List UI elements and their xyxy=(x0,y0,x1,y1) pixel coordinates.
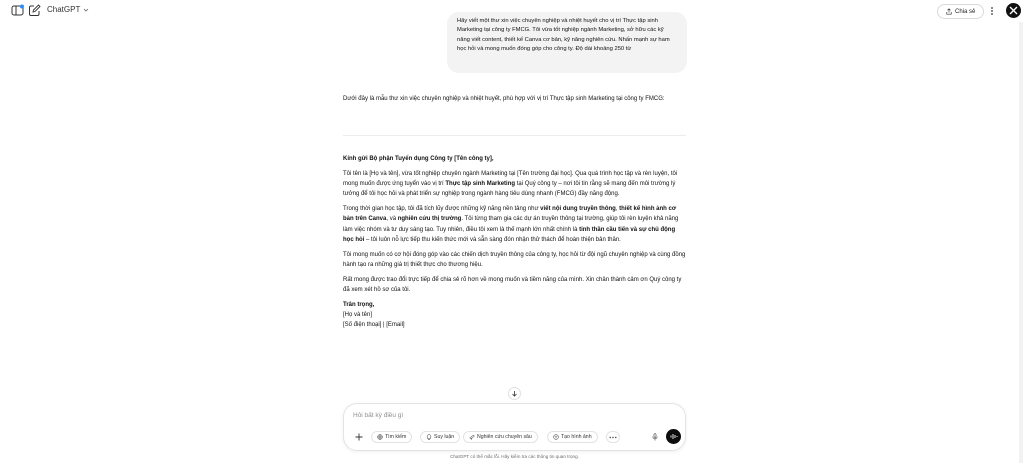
lightbulb-icon xyxy=(426,434,432,440)
create-image-tool-button[interactable] xyxy=(547,431,598,443)
letter-name: [Họ và tên] xyxy=(343,312,373,319)
letter-closing: Trân trọng, xyxy=(343,302,375,309)
globe-icon xyxy=(377,434,383,440)
cover-letter xyxy=(343,154,686,330)
scroll-down-button[interactable] xyxy=(508,387,521,400)
scrollbar[interactable] xyxy=(1019,22,1023,463)
divider xyxy=(343,135,686,136)
model-selector[interactable] xyxy=(47,5,89,14)
telescope-icon xyxy=(469,434,475,440)
chevron-down-icon xyxy=(83,7,89,13)
voice-mode-button[interactable] xyxy=(666,429,681,444)
letter-greeting: Kính gửi Bộ phận Tuyển dụng Công ty [Tên công ty], xyxy=(343,156,494,162)
ellipsis-icon[interactable] xyxy=(606,431,620,443)
disclaimer: ChatGPT có thể mắc lỗi. Hãy kiểm tra các thông tin quan trọng. xyxy=(450,454,579,459)
share-button[interactable] xyxy=(937,4,984,19)
reasoning-tool-button[interactable] xyxy=(420,431,460,443)
search-tool-button[interactable] xyxy=(371,431,412,443)
user-message: Hãy viết một thư xin việc chuyên nghiệp và nhiệt huyết cho vị trí Thực tập sinh Marketing tại công ty FMCG. Tôi vừa tốt nghiệp ngành Marketing, sở hữu các kỹ năng viết content, thiết kế Canva cơ bản, kỹ năng nghiên cứu. Nhấn mạnh sự ham học hỏi và mong muốn đóng góp cho công ty. Độ dài khoảng 250 từ xyxy=(447,12,687,73)
prompt-input[interactable] xyxy=(353,412,653,419)
letter-paragraph-1: Tôi tên là [Họ và tên], vừa tốt nghiệp chuyên ngành Marketing tại [Tên trường đại học]. Qua quá trình học tập và rèn luyện, tôi mong muốn được ứng tuyển vào vị trí Thực tập sinh Marketing tại Quý công ty – nơi tôi tin rằng sẽ mang đến môi trường lý tưởng để tôi học hỏi và phát triển sự nghiệp trong ngành hàng tiêu dùng nhanh (FMCG) đầy năng động. xyxy=(343,171,678,198)
letter-paragraph-3: Tôi mong muốn có cơ hội đóng góp vào các chiến dịch truyền thông của công ty, học hỏi từ đội ngũ chuyên nghiệp và cùng đồng hành tạo ra những giá trị thiết thực cho thương hiệu. xyxy=(343,251,686,268)
create-image-tool-label: Tạo hình ảnh xyxy=(561,434,592,440)
sidebar-toggle-icon[interactable] xyxy=(11,4,24,17)
deep-research-tool-button[interactable] xyxy=(463,431,538,443)
model-name: ChatGPT xyxy=(47,5,81,14)
share-icon xyxy=(946,8,952,15)
share-label: Chia sẻ xyxy=(955,8,976,15)
reasoning-tool-label: Suy luận xyxy=(434,434,455,440)
letter-paragraph-2: Trong thời gian học tập, tôi đã tích lũy được những kỹ năng nền tảng như viết nội dung truyền thông, thiết kế hình ảnh cơ bản trên Canva, và nghiên cứu thị trường. Tôi từng tham gia các dự án truyền thông tại trường, giúp tôi rèn luyện khả năng làm việc nhóm và tư duy sáng tạo. Tuy nhiên, điều tôi xem là thế mạnh lớn nhất chính là tinh thần cầu tiến và sự chủ động học hỏi – tôi luôn nỗ lực tiếp thu kiến thức mới và sẵn sàng đón nhận thử thách để hoàn thiện bản thân. xyxy=(343,206,679,243)
image-brush-icon xyxy=(553,434,559,440)
microphone-icon[interactable] xyxy=(650,431,660,443)
arrow-down-icon xyxy=(511,390,518,397)
voice-waveform-icon xyxy=(670,433,678,440)
assistant-intro: Dưới đây là mẫu thư xin việc chuyên nghiệp và nhiệt huyết, phù hợp với vị trí Thực tập sinh Marketing tại công ty FMCG: xyxy=(343,96,665,102)
new-chat-icon[interactable] xyxy=(28,4,41,17)
letter-contact: [Số điện thoại] | [Email] xyxy=(343,322,405,329)
composer xyxy=(343,403,686,451)
more-vertical-icon[interactable] xyxy=(989,5,995,17)
search-tool-label: Tìm kiếm xyxy=(385,434,407,440)
letter-paragraph-4: Rất mong được trao đổi trực tiếp để chia sẻ rõ hơn về mong muốn và tiềm năng của mình. Xin chân thành cảm ơn Quý công ty đã xem xét hồ sơ của tôi. xyxy=(343,276,682,294)
deep-research-tool-label: Nghiên cứu chuyên sâu xyxy=(477,434,532,440)
avatar[interactable] xyxy=(1006,3,1021,18)
plus-icon[interactable] xyxy=(353,431,365,443)
